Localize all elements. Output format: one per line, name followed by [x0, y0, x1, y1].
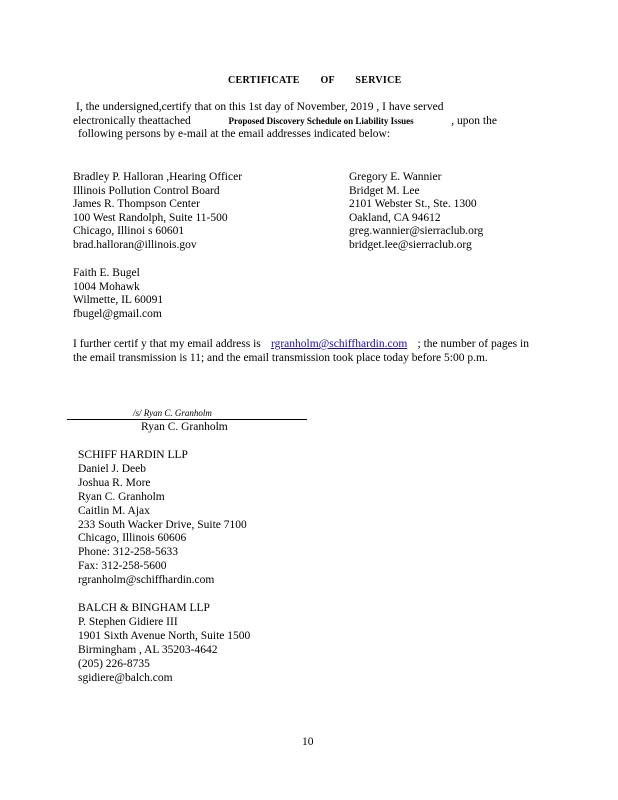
- signature-line: [67, 419, 307, 420]
- firm-city: Chicago, Illinois 60606: [78, 532, 187, 545]
- firm-city: Birmingham , AL 35203-4642: [78, 643, 218, 656]
- firm-phone: Phone: 312-258-5633: [78, 546, 178, 559]
- attorney-name: Ryan C. Granholm: [78, 490, 165, 503]
- firm-block-balch-bingham: [78, 602, 250, 685]
- firm-block-schiff-hardin: [78, 449, 247, 588]
- intro-line-3: following persons by e-mail at the email addresses indicated below:: [78, 128, 391, 140]
- recipient-line: Gregory E. Wannier: [349, 171, 442, 183]
- recipient-line: Oakland, CA 94612: [349, 211, 441, 224]
- attorney-name: Joshua R. More: [78, 476, 151, 489]
- further-line-1-end: ; the number of pages in: [417, 338, 529, 350]
- recipient-line: Illinois Pollution Control Board: [73, 184, 220, 197]
- recipient-email: bridget.lee@sierraclub.org: [349, 238, 472, 251]
- document-name: Proposed Discovery Schedule on Liability Issues: [228, 116, 414, 126]
- attorney-name: Daniel J. Deeb: [78, 462, 147, 475]
- firm-name: BALCH & BINGHAM LLP: [78, 602, 210, 614]
- intro-line-1: I, the undersigned,certify that on this 1st day of November, 2019 , I have served: [76, 101, 444, 113]
- recipient-line: Bridget M. Lee: [349, 184, 420, 197]
- page-number: 10: [302, 736, 314, 748]
- signatory-name: Ryan C. Granholm: [141, 421, 228, 433]
- document-title: CERTIFICATE OF SERVICE: [228, 75, 402, 86]
- intro-line-2-start: electronically theattached: [73, 115, 191, 127]
- recipient-line: Chicago, Illinoi s 60601: [73, 225, 185, 237]
- firm-fax: Fax: 312-258-5600: [78, 560, 167, 573]
- recipient-email: fbugel@gmail.com: [73, 307, 162, 320]
- recipient-line: Wilmette, IL 60091: [73, 294, 164, 306]
- electronic-signature: /s/ Ryan C. Granholm: [133, 408, 212, 418]
- recipient-email: greg.wannier@sierraclub.org: [349, 225, 484, 237]
- intro-line-2: [73, 115, 497, 128]
- further-line-1-start: I further certif y that my email address is: [73, 338, 261, 350]
- firm-phone: (205) 226-8735: [78, 657, 150, 670]
- recipient-line: Faith E. Bugel: [73, 267, 140, 279]
- further-line-1: [73, 338, 529, 351]
- recipient-left-block: [73, 171, 242, 252]
- intro-line-2-end: , upon the: [451, 115, 497, 127]
- firm-address: 1901 Sixth Avenue North, Suite 1500: [78, 629, 251, 642]
- further-line-2: the email transmission is 11; and the email transmission took place today before 5:00 p.m.: [73, 352, 488, 364]
- recipient-line: 100 West Randolph, Suite 11-500: [73, 211, 228, 224]
- email-link[interactable]: rgranholm@schiffhardin.com: [270, 338, 408, 350]
- firm-email: sgidiere@balch.com: [78, 671, 173, 684]
- firm-name: SCHIFF HARDIN LLP: [78, 449, 188, 461]
- recipient-line: James R. Thompson Center: [73, 198, 200, 210]
- firm-email: rgranholm@schiffhardin.com: [78, 574, 215, 587]
- recipient-email: brad.halloran@illinois.gov: [73, 238, 197, 251]
- attorney-name: Caitlin M. Ajax: [78, 504, 150, 517]
- recipient-line: 1004 Mohawk: [73, 280, 140, 293]
- recipient-line: Bradley P. Halloran ,Hearing Officer: [73, 171, 243, 183]
- recipient-right-block: [349, 171, 483, 252]
- recipient-third-block: [73, 267, 163, 321]
- attorney-name: P. Stephen Gidiere III: [78, 615, 178, 628]
- recipient-line: 2101 Webster St., Ste. 1300: [349, 198, 477, 210]
- firm-address: 233 South Wacker Drive, Suite 7100: [78, 518, 247, 531]
